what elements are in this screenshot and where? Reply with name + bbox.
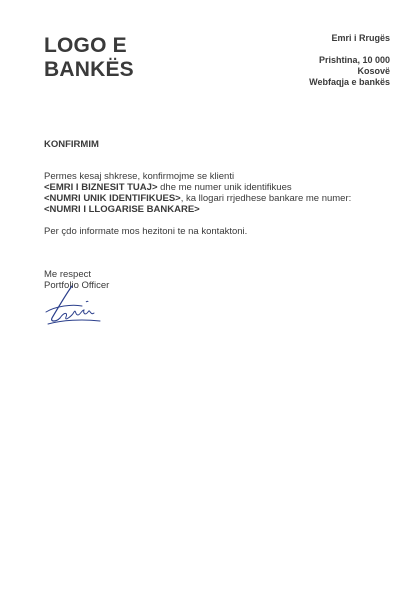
closing-role: Portfolio Officer (44, 280, 110, 291)
body-line-2-rest: dhe me numer unik identifikues (157, 182, 292, 193)
letter-title: KONFIRMIM (44, 139, 99, 150)
business-name-placeholder: <EMRI I BIZNESIT TUAJ> (44, 182, 158, 193)
logo-line-2: BANKËS (44, 58, 134, 81)
body-line-3-rest: , ka llogari rrjedhese bankare me numer: (180, 193, 352, 204)
body-line-2 (44, 182, 384, 193)
contact-line: Per çdo informate mos hezitoni te na kontaktoni. (44, 226, 248, 237)
body-line-1: Permes kesaj shkrese, konfirmojme se klienti (44, 171, 235, 182)
letter-body (44, 171, 384, 237)
bank-address (309, 33, 390, 88)
bank-logo (44, 34, 134, 82)
address-country: Kosovë (357, 66, 390, 76)
unique-id-placeholder: <NUMRI UNIK IDENTIFIKUES> (44, 193, 181, 204)
address-street: Emri i Rrugës (331, 33, 390, 43)
address-website: Webfaqja e bankës (309, 77, 390, 87)
body-line-3 (44, 193, 384, 204)
handwritten-signature (42, 282, 102, 328)
logo-line-1: LOGO E (44, 34, 127, 57)
closing-regards: Me respect (44, 269, 91, 280)
address-city: Prishtina, 10 000 (318, 55, 390, 65)
account-number-placeholder: <NUMRI I LLOGARISE BANKARE> (44, 204, 200, 215)
body-line-4 (44, 204, 384, 215)
